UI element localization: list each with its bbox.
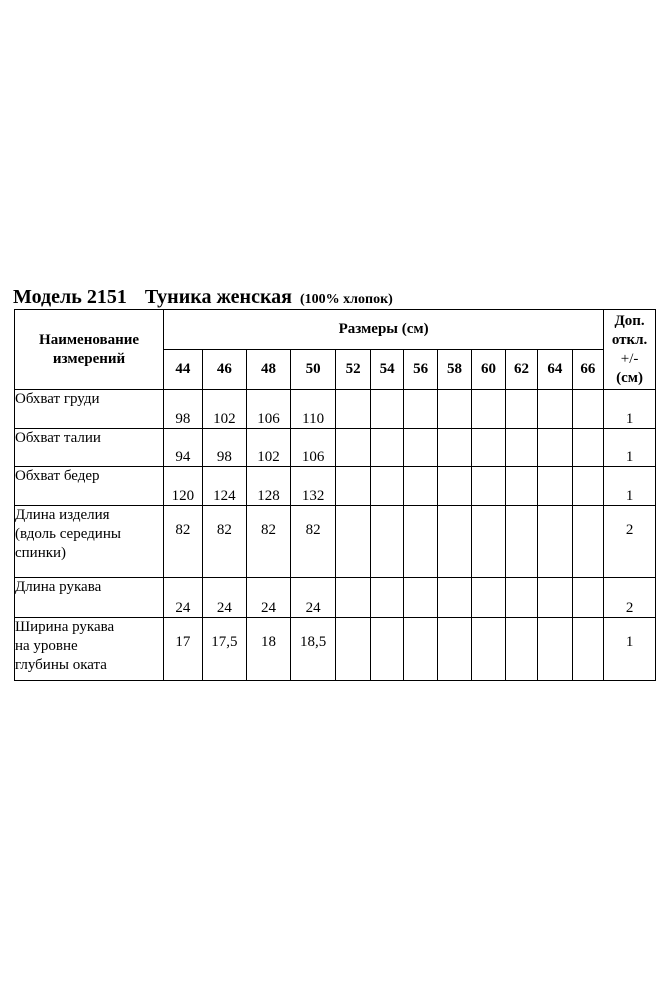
size-header-cell: 58: [437, 350, 471, 390]
measurement-value: [538, 505, 572, 577]
composition: (100% хлопок): [300, 292, 393, 307]
measurement-value: [336, 618, 370, 681]
measurement-value: 98: [202, 428, 247, 466]
size-header-cell: 66: [572, 350, 604, 390]
measurement-value: [370, 466, 403, 505]
measurement-value: 124: [202, 466, 247, 505]
measurement-value: [505, 505, 537, 577]
measurement-name: Обхват бедер: [15, 466, 164, 505]
table-row: [15, 466, 656, 505]
measurement-value: 82: [164, 505, 203, 577]
size-header-cell: 56: [404, 350, 437, 390]
measurement-value: [472, 505, 505, 577]
measurement-value: 110: [290, 390, 336, 429]
measurement-value: [505, 428, 537, 466]
measurement-value: 132: [290, 466, 336, 505]
tolerance-header: Доп. откл. +/- (см): [604, 310, 656, 390]
tolerance-value: 2: [604, 505, 656, 577]
measurement-value: [404, 390, 437, 429]
size-header-cell: 48: [247, 350, 291, 390]
size-header-cell: 64: [538, 350, 572, 390]
measurement-value: [370, 578, 403, 618]
measurement-value: [370, 428, 403, 466]
tolerance-value: 2: [604, 578, 656, 618]
measurement-value: [572, 618, 604, 681]
measurement-value: [572, 428, 604, 466]
measurement-value: [336, 505, 370, 577]
measurement-value: [472, 578, 505, 618]
measurement-value: 120: [164, 466, 203, 505]
size-header-cell: 54: [370, 350, 403, 390]
measurement-value: [505, 390, 537, 429]
measurement-name: Обхват талии: [15, 428, 164, 466]
measurement-value: [505, 618, 537, 681]
measurement-value: 106: [247, 390, 291, 429]
table-row: [15, 505, 656, 577]
measurement-value: 98: [164, 390, 203, 429]
tolerance-value: 1: [604, 390, 656, 429]
size-header-cell: 44: [164, 350, 203, 390]
product-name: Туника женская: [144, 286, 292, 308]
model-number: Модель 2151: [13, 286, 127, 308]
measurement-value: 102: [202, 390, 247, 429]
measurement-value: 17: [164, 618, 203, 681]
measurement-value: [437, 505, 471, 577]
measurement-value: [336, 578, 370, 618]
measurement-value: [336, 390, 370, 429]
measurement-value: [404, 618, 437, 681]
measurement-value: [370, 390, 403, 429]
measurement-value: [472, 390, 505, 429]
measurement-value: [505, 466, 537, 505]
measurement-value: 94: [164, 428, 203, 466]
sizes-header: Размеры (см): [164, 310, 604, 350]
size-header-cell: 62: [505, 350, 537, 390]
table-row: [15, 578, 656, 618]
measurement-value: [538, 428, 572, 466]
measurement-value: 18: [247, 618, 291, 681]
measurement-value: [437, 618, 471, 681]
tolerance-value: 1: [604, 466, 656, 505]
measurement-value: [404, 578, 437, 618]
measurement-value: 128: [247, 466, 291, 505]
measurement-value: 106: [290, 428, 336, 466]
measurement-value: 24: [247, 578, 291, 618]
measurement-value: [404, 428, 437, 466]
tolerance-value: 1: [604, 428, 656, 466]
measurement-value: [538, 466, 572, 505]
measurement-value: [472, 466, 505, 505]
measurement-value: 17,5: [202, 618, 247, 681]
measurement-value: 24: [164, 578, 203, 618]
size-header-cell: 46: [202, 350, 247, 390]
size-chart-table: [14, 309, 656, 681]
measurement-value: 24: [290, 578, 336, 618]
measurement-value: [404, 505, 437, 577]
tolerance-value: 1: [604, 618, 656, 681]
measurement-name: Ширина рукава на уровне глубины оката: [15, 618, 164, 681]
measurement-value: [505, 578, 537, 618]
size-header-cell: 52: [336, 350, 370, 390]
measurement-value: [336, 428, 370, 466]
table-row: [15, 428, 656, 466]
measurement-name: Длина рукава: [15, 578, 164, 618]
measurement-value: 102: [247, 428, 291, 466]
measurement-name: Длина изделия (вдоль середины спинки): [15, 505, 164, 577]
measurement-value: [404, 466, 437, 505]
measurement-value: [437, 390, 471, 429]
measurement-value: [472, 618, 505, 681]
measurement-name-header: Наименование измерений: [15, 310, 164, 390]
measurement-value: 82: [290, 505, 336, 577]
measurement-value: [538, 618, 572, 681]
measurement-value: [572, 505, 604, 577]
measurement-value: [572, 390, 604, 429]
measurement-value: 82: [247, 505, 291, 577]
measurement-value: [370, 505, 403, 577]
size-header-cell: 50: [290, 350, 336, 390]
measurement-value: [538, 390, 572, 429]
measurement-value: [437, 428, 471, 466]
table-row: [15, 390, 656, 429]
measurement-value: 18,5: [290, 618, 336, 681]
measurement-value: [336, 466, 370, 505]
measurement-value: [572, 466, 604, 505]
measurement-value: [572, 578, 604, 618]
measurement-value: 82: [202, 505, 247, 577]
measurement-value: 24: [202, 578, 247, 618]
table-header-row: [15, 310, 656, 350]
measurement-value: [472, 428, 505, 466]
measurement-value: [437, 466, 471, 505]
table-row: [15, 618, 656, 681]
measurement-rows: [15, 390, 656, 681]
measurement-name: Обхват груди: [15, 390, 164, 429]
size-header-cell: 60: [472, 350, 505, 390]
measurement-value: [370, 618, 403, 681]
measurement-value: [538, 578, 572, 618]
measurement-value: [437, 578, 471, 618]
